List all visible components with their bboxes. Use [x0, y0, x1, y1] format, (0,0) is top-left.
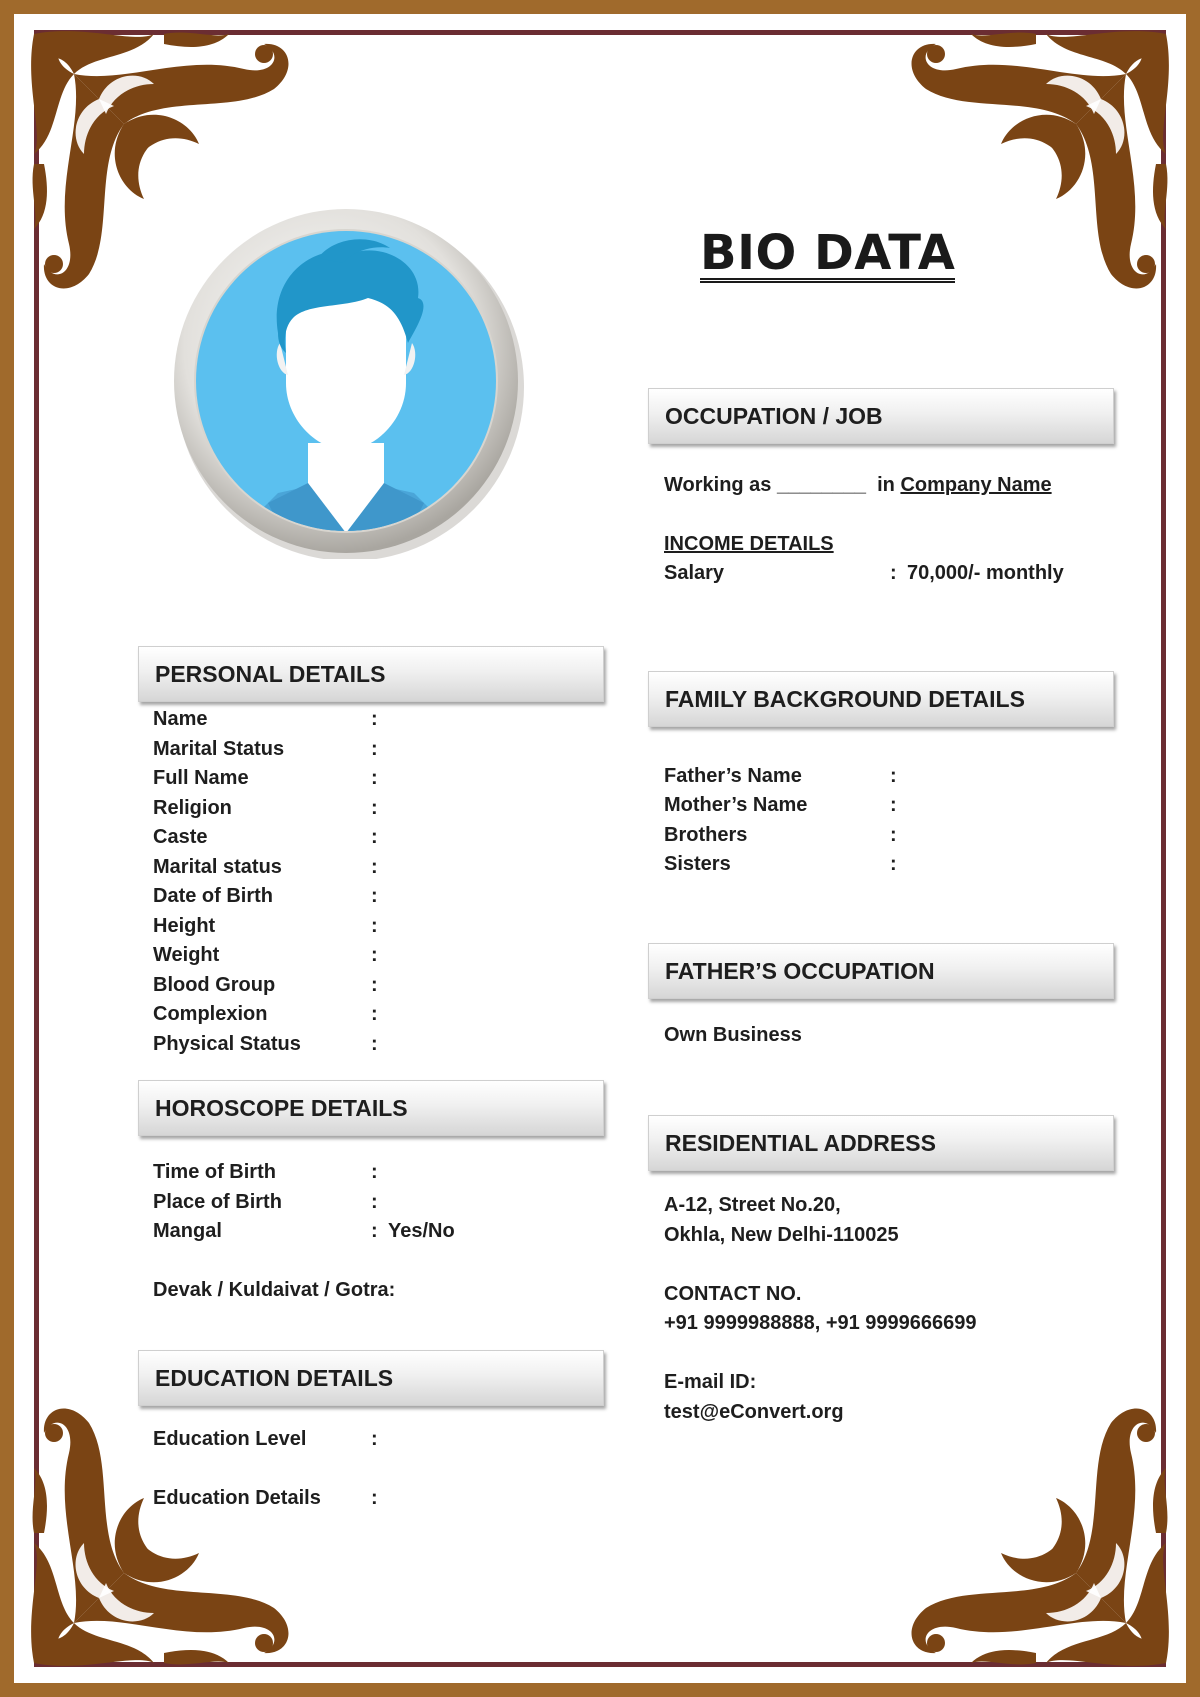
personal-section-header: PERSONAL DETAILS — [138, 646, 604, 702]
contact-value: +91 9999988888, +91 9999666699 — [664, 1312, 977, 1334]
profile-photo-placeholder-icon[interactable] — [168, 203, 524, 559]
page-title: BIO DATA — [700, 225, 1040, 283]
education-section-header: EDUCATION DETAILS — [138, 1350, 604, 1406]
corner-ornament-icon — [896, 1393, 1186, 1683]
address-line-2: Okhla, New Delhi-110025 — [664, 1224, 899, 1246]
father-occupation-value: Own Business — [664, 1024, 802, 1046]
family-section-header: FAMILY BACKGROUND DETAILS — [648, 671, 1114, 727]
email-value[interactable]: test@eConvert.org — [664, 1401, 844, 1423]
horoscope-section-header: HOROSCOPE DETAILS — [138, 1080, 604, 1136]
contact-heading: CONTACT NO. — [664, 1283, 802, 1305]
email-heading: E-mail ID: — [664, 1371, 757, 1393]
income-details-heading: INCOME DETAILS — [664, 533, 834, 555]
occupation-section-header: OCCUPATION / JOB — [648, 388, 1114, 444]
working-as-line: Working as ________ in Company Name — [664, 474, 1052, 496]
devak-line: Devak / Kuldaivat / Gotra: — [153, 1279, 396, 1301]
father-occupation-section-header: FATHER’S OCCUPATION — [648, 943, 1114, 999]
address-line-1: A-12, Street No.20, — [664, 1194, 841, 1216]
address-section-header: RESIDENTIAL ADDRESS — [648, 1115, 1114, 1171]
